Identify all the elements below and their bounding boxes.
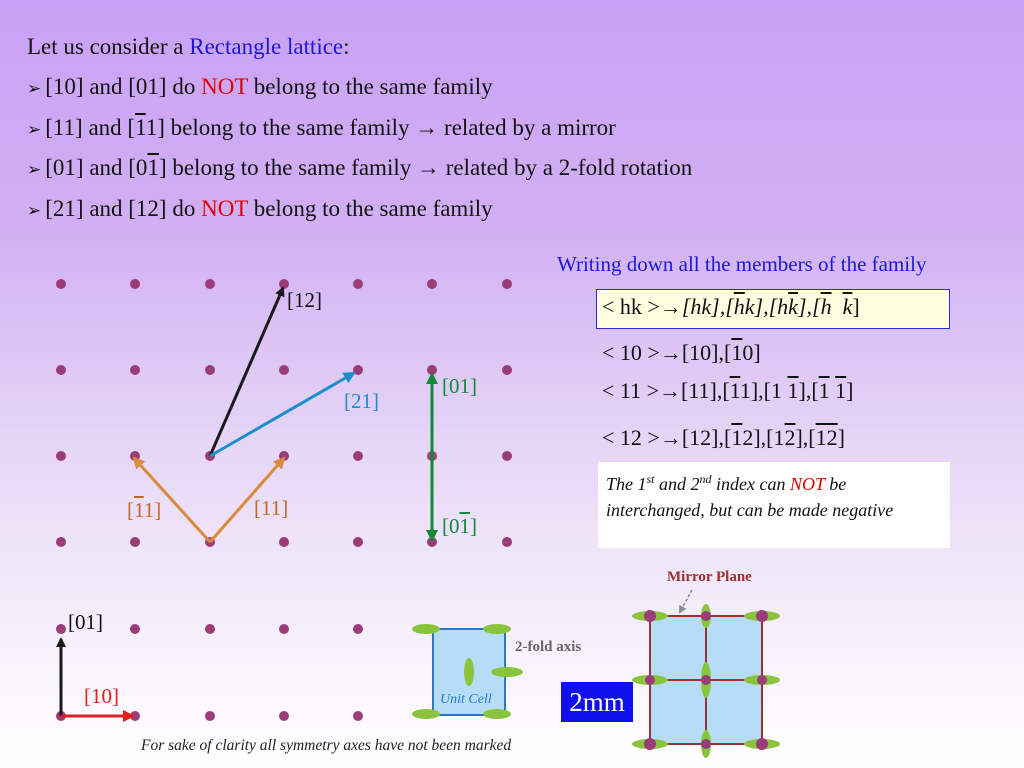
- lattice-point: [56, 279, 66, 289]
- eq-general-end: ]: [852, 294, 860, 319]
- lattice-point: [427, 279, 437, 289]
- lattice-point: [353, 279, 363, 289]
- note-p4: be interchanged, but can be made negative: [606, 474, 894, 520]
- eq11-lhs: < 11 >: [602, 378, 659, 403]
- label-vector-11: [11]: [254, 496, 289, 520]
- bullet-2-b: 1] belong to the same family: [145, 115, 416, 140]
- eq11-a: [11],[: [681, 378, 730, 403]
- eq11-b4: 1: [835, 378, 847, 403]
- twofold-ellipse: [483, 624, 511, 634]
- lattice-point: [353, 711, 363, 721]
- unit-cell-label: Unit Cell: [440, 692, 492, 707]
- lattice-point: [279, 537, 289, 547]
- bullet-4-not: NOT: [201, 196, 248, 221]
- eq11-b3: 1: [818, 378, 830, 403]
- twofold-ellipse: [483, 709, 511, 719]
- eq10-a: [10],[: [681, 340, 732, 365]
- arrow-symbol: →: [659, 294, 682, 319]
- eq11-b2: 1: [787, 378, 799, 403]
- note-p1: The 1: [606, 474, 647, 494]
- label-vector-m11-bar: 1: [134, 498, 144, 522]
- clarity-note: For sake of clarity all symmetry axes have not been marked: [141, 737, 512, 754]
- lattice-point: [502, 365, 512, 375]
- label-vector-0m1-a: [0: [442, 514, 460, 538]
- mirror-plane-label: Mirror Plane: [667, 569, 752, 585]
- label-axis-10: [10]: [84, 684, 119, 708]
- lattice-point: [205, 365, 215, 375]
- bullet-1-not: NOT: [201, 74, 248, 99]
- bullet-4-a: [21] and [12] do: [45, 196, 202, 221]
- label-vector-0m1-bar: 1: [459, 514, 470, 538]
- note-sup1: st: [646, 472, 655, 486]
- bullet-3-bar: 1: [147, 155, 159, 180]
- eq10-lhs: < 10 >: [602, 340, 660, 365]
- bullet-2-c: related by a mirror: [438, 115, 616, 140]
- lattice-point: [353, 365, 363, 375]
- eq-general-lhs: < hk >: [602, 294, 660, 319]
- point-group-badge: 2mm: [561, 682, 633, 722]
- bullet-1-b: belong to the same family: [247, 74, 493, 99]
- bullet-2-a: [11] and [: [45, 115, 136, 140]
- label-vector-m11: [127, 498, 161, 523]
- lattice-point: [56, 537, 66, 547]
- symmetry-cell-2mm: [632, 604, 780, 758]
- bullet-3-b: ] belong to the same family: [158, 155, 417, 180]
- eq12-a: [12],[: [681, 425, 732, 450]
- lattice-point: [130, 365, 140, 375]
- bullet-4-b: belong to the same family: [247, 196, 493, 221]
- lattice-point: [427, 365, 437, 375]
- lattice-point: [279, 365, 289, 375]
- arrow-symbol: →: [415, 115, 439, 140]
- intro-prefix: Let us consider a: [27, 34, 190, 59]
- family-heading: Writing down all the members of the family: [557, 252, 927, 276]
- bullet-1-a: [10] and [01] do: [45, 74, 202, 99]
- arrow-symbol: →: [416, 155, 440, 180]
- eq12-b2: 2: [784, 425, 796, 450]
- lattice-point: [130, 279, 140, 289]
- arrowhead-bullet-icon: ➢: [27, 79, 42, 99]
- eq12-f: ]: [837, 425, 845, 450]
- arrowhead-bullet-icon: ➢: [27, 120, 42, 140]
- arrowhead-bullet-icon: ➢: [27, 160, 42, 180]
- label-vector-21: [21]: [344, 389, 379, 413]
- eq12-b3: 12: [815, 425, 838, 450]
- lattice-point: [56, 365, 66, 375]
- label-vector-12: [12]: [287, 288, 322, 312]
- twofold-ellipse: [491, 667, 523, 677]
- lattice-point: [502, 451, 512, 461]
- twofold-axis-label: 2-fold axis: [515, 639, 582, 655]
- lattice-point: [205, 711, 215, 721]
- eq12-d: ],[: [795, 425, 816, 450]
- note-p2: and 2: [654, 474, 700, 494]
- lattice-point: [56, 451, 66, 461]
- eq11-c: 1],[1: [740, 378, 788, 403]
- eq-general-m3e: ],[: [797, 294, 821, 319]
- twofold-ellipse: [412, 709, 440, 719]
- eq-general-m2h: $\overline{h}$: [733, 294, 745, 319]
- arrow-symbol: →: [659, 425, 682, 450]
- eq11-f: ]: [846, 378, 854, 403]
- label-vector-0m1-b: ]: [470, 514, 477, 538]
- eq12-c: 2],[1: [742, 425, 785, 450]
- eq-general-m4h: $\overline{h}$: [820, 294, 832, 319]
- note-not: NOT: [789, 474, 825, 494]
- eq10-b: 0]: [742, 340, 761, 365]
- lattice-point: [353, 451, 363, 461]
- vector-12-arrow: [210, 288, 283, 456]
- twofold-ellipse: [412, 624, 440, 634]
- intro-suffix: :: [343, 34, 350, 59]
- lattice-point: [502, 537, 512, 547]
- intro-highlight: Rectangle lattice: [189, 34, 344, 59]
- label-vector-0m1: [442, 514, 477, 539]
- lattice-point: [130, 537, 140, 547]
- lattice-point: [130, 624, 140, 634]
- eq-general-m2k: k],[h: [744, 294, 789, 319]
- eq11-b1: 1: [729, 378, 741, 403]
- label-vector-01: [01]: [442, 374, 477, 398]
- note-sup2: nd: [699, 472, 712, 486]
- lattice-point: [205, 279, 215, 289]
- lattice-point: [353, 624, 363, 634]
- lattice-point: [205, 624, 215, 634]
- label-vector-m11-b: 1]: [143, 498, 162, 522]
- lattice-point: [353, 537, 363, 547]
- mirror-plane-pointer: [680, 590, 692, 612]
- eq12-lhs: < 12 >: [602, 425, 660, 450]
- arrow-symbol: →: [659, 340, 682, 365]
- bullet-3-c: related by a 2-fold rotation: [439, 155, 693, 180]
- bullet-2-bar: 1: [135, 115, 146, 140]
- twofold-ellipse: [464, 658, 474, 686]
- vector-21-arrow: [210, 373, 354, 456]
- eq-general-m4k: $\overline{k}$: [842, 294, 853, 319]
- eq11-d: ],[: [798, 378, 819, 403]
- lattice-point: [279, 711, 289, 721]
- label-vector-m11-a: [: [127, 498, 134, 522]
- eq-general-m3k: $\overline{k}$: [788, 294, 798, 319]
- eq10-bar: 1: [731, 340, 743, 365]
- bullet-3-a: [01] and [0: [45, 155, 148, 180]
- arrow-symbol: →: [659, 378, 681, 403]
- lattice-point: [56, 624, 66, 634]
- lattice-point: [502, 279, 512, 289]
- eq12-b1: 1: [731, 425, 743, 450]
- lattice-point: [279, 624, 289, 634]
- label-axis-01: [01]: [68, 610, 103, 634]
- eq-general-m1: [hk],[: [681, 294, 734, 319]
- arrowhead-bullet-icon: ➢: [27, 201, 42, 221]
- note-p3: index can: [711, 474, 790, 494]
